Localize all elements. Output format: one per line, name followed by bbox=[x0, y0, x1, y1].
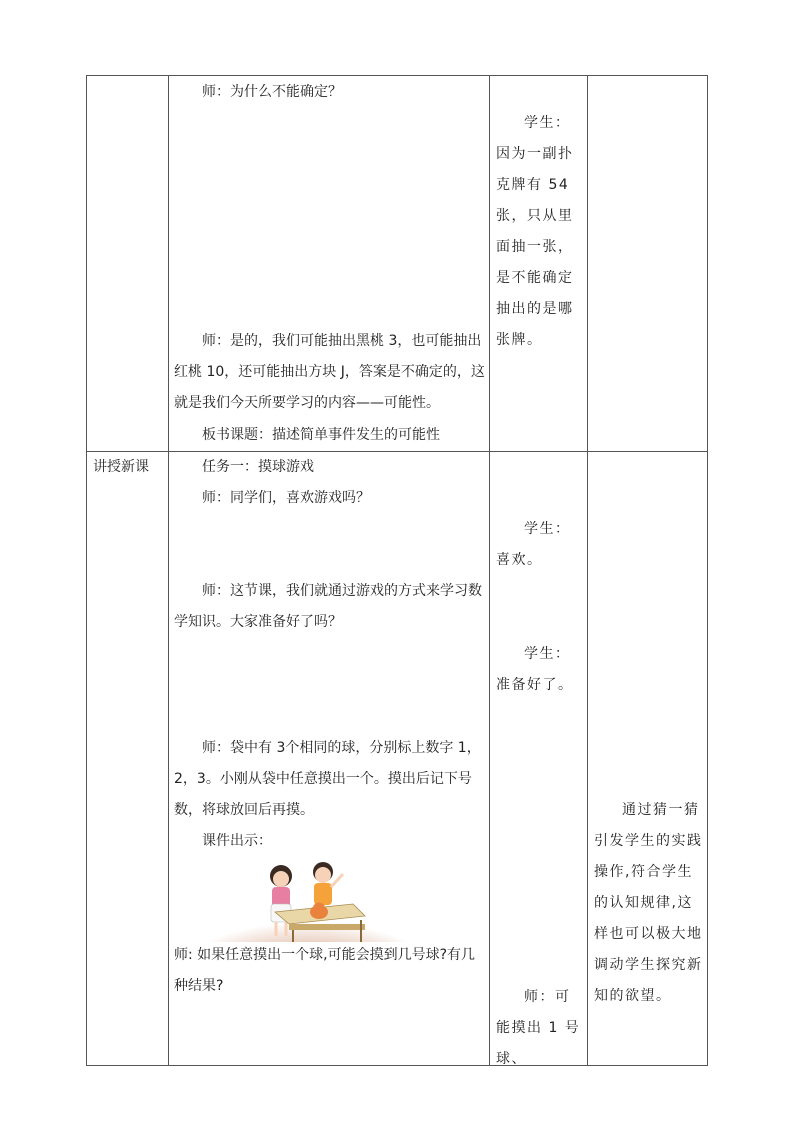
section-label: 讲授新课 bbox=[93, 459, 149, 475]
board-title: 板书课题：描述简单事件发生的可能性 bbox=[202, 427, 440, 443]
table-top-border bbox=[86, 75, 708, 76]
student-answer-ready: 学生：准备好了。 bbox=[496, 646, 574, 693]
student-answer-like: 学生：喜欢。 bbox=[496, 521, 571, 568]
table-bottom-border bbox=[86, 1065, 708, 1066]
children-ball-game-illustration bbox=[203, 854, 413, 942]
teacher-possible-ball: 师：可能摸出 1 号球、 bbox=[496, 989, 581, 1067]
task-one-title: 任务一：摸球游戏 bbox=[202, 459, 314, 475]
table-left-border bbox=[86, 75, 87, 1066]
teacher-ball-setup: 师：袋中有 3个相同的球，分别标上数字 1，2，3。小刚从袋中任意摸出一个。摸出后记下号数，将球放回后再摸。 bbox=[174, 740, 481, 818]
teacher-explanation: 师：是的，我们可能抽出黑桃 3，也可能抽出红桃 10，还可能抽出方块 J，答案是不确定的，这就是我们今天所要学习的内容——可能性。 bbox=[174, 333, 485, 411]
teacher-question-why: 师：为什么不能确定？ bbox=[202, 84, 342, 100]
column-divider-2 bbox=[489, 75, 490, 1066]
teacher-like-games: 师：同学们，喜欢游戏吗？ bbox=[202, 490, 370, 506]
column-divider-1 bbox=[168, 75, 169, 1066]
table-right-border bbox=[707, 75, 708, 1066]
teacher-possible-results: 师: 如果任意摸出一个球,可能会摸到几号球?有几种结果? bbox=[174, 947, 476, 994]
courseware-label: 课件出示： bbox=[202, 833, 272, 849]
student-answer-cards: 学生：因为一副扑克牌有 54 张，只从里面抽一张，是不能确定抽出的是哪张牌。 bbox=[496, 115, 574, 348]
teacher-game-intro: 师：这节课，我们就通过游戏的方式来学习数学知识。大家准备好了吗？ bbox=[174, 583, 482, 630]
column-divider-3 bbox=[587, 75, 588, 1066]
design-intent-note: 通过猜一猜引发学生的实践操作,符合学生的认知规律,这样也可以极大地调动学生探究新知的欲望。 bbox=[594, 802, 703, 1004]
